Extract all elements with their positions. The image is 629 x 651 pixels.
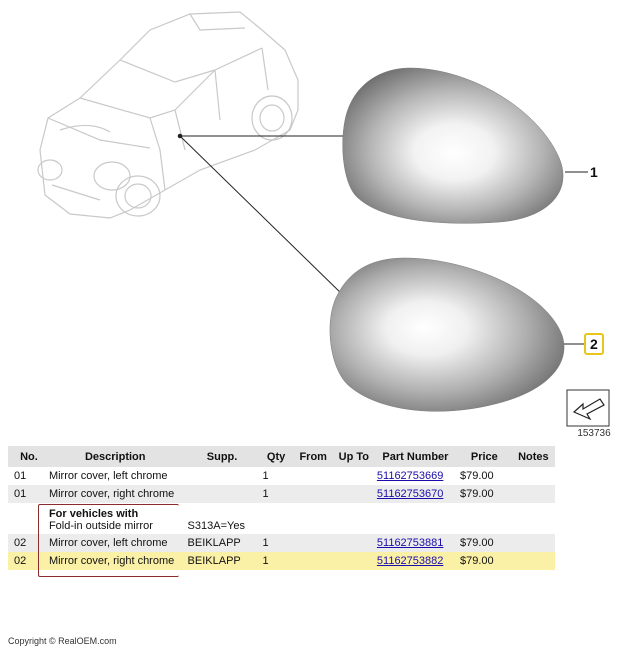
row-notes [512,552,555,570]
row-no: 02 [8,534,46,552]
group-note-title: For vehicles with [48,508,139,520]
part-number-link[interactable]: 51162753881 [376,537,444,549]
row-no: 02 [8,552,46,570]
row-qty: 1 [260,485,293,503]
part-number-link[interactable]: 51162753669 [376,470,444,482]
header-supp: Supp. [185,446,260,467]
row-price: $79.00 [457,552,512,570]
part-number-link[interactable]: 51162753882 [376,555,444,567]
mirror-cover-icon [343,68,563,223]
row-no: 01 [8,485,46,503]
row-notes [512,534,555,552]
row-supp [185,467,260,485]
header-upto: Up To [334,446,374,467]
header-part-number: Part Number [374,446,457,467]
table-row [8,467,555,485]
group-note-text: Fold-in outside mirror [48,520,153,532]
row-price: $79.00 [457,467,512,485]
parts-table [8,446,555,570]
row-supp: BEIKLAPP [185,552,260,570]
header-notes: Notes [512,446,555,467]
copyright-text: Copyright © RealOEM.com [8,636,117,646]
row-notes [512,467,555,485]
callout-label-1: 1 [590,164,598,180]
row-supp: BEIKLAPP [185,534,260,552]
row-supp [185,485,260,503]
row-description: Mirror cover, left chrome [46,467,185,485]
table-row [8,534,555,552]
part-number-link[interactable]: 51162753670 [376,488,444,500]
row-from [293,485,334,503]
row-upto [334,485,374,503]
row-description: Mirror cover, right chrome [46,552,185,570]
header-description: Description [46,446,185,467]
table-row-highlighted [8,552,555,570]
row-description: Mirror cover, left chrome [46,534,185,552]
row-no: 01 [8,467,46,485]
figure-id: 153736 [577,428,611,439]
header-no: No. [8,446,46,467]
header-price: Price [457,446,512,467]
callout-label-2: 2 [590,336,598,352]
row-qty: 1 [260,534,293,552]
row-from [293,467,334,485]
header-qty: Qty [260,446,293,467]
row-price: $79.00 [457,534,512,552]
row-upto [334,467,374,485]
row-from [293,534,334,552]
car-outline-icon [38,12,298,218]
row-description: Mirror cover, right chrome [46,485,185,503]
row-from [293,552,334,570]
header-from: From [293,446,334,467]
table-row [8,485,555,503]
row-upto [334,552,374,570]
install-arrow-icon [567,390,609,426]
table-header-row [8,446,555,467]
row-notes [512,485,555,503]
group-note-row [8,503,555,534]
row-qty: 1 [260,467,293,485]
group-note-code: S313A=Yes [185,503,260,534]
row-upto [334,534,374,552]
row-price: $79.00 [457,485,512,503]
row-qty: 1 [260,552,293,570]
mirror-cover-icon [330,258,564,411]
